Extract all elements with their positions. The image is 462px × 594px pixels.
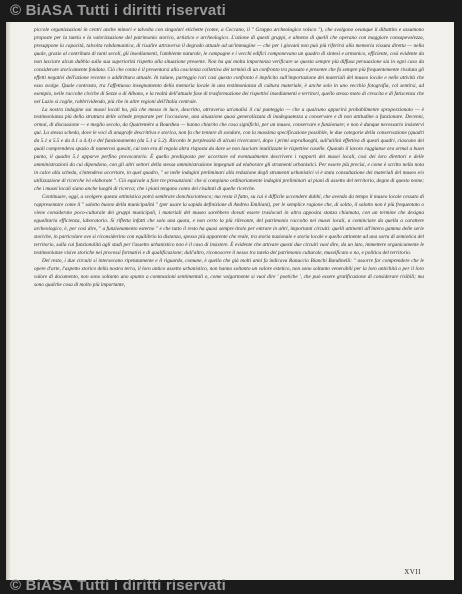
copyright-watermark-top: © BiASA Tutti i diritti riservati [10,2,227,19]
scanner-frame-left [0,0,6,594]
scanner-frame-right [454,0,462,594]
page-number: XVII [404,568,421,576]
binding-shadow [6,22,11,580]
body-text [34,27,424,289]
paragraph-3: Continuare, oggi, a svolgere questa ottimistica potrà sembrare donchisciottesco; ma resta il fatto, su cui è difficile accendere dubbi, che avendo da tempo il museo locale cessato di rappresentare come il " salotto buono della municipalità " (per usare la sapida definizione di Andrea Emiliani), per le semplice ragione che, di solito, il salotto non è più frequentato o viene considerato poco-culturale dei gruppi municipali, i materiali del museo sarebbero dovuti essere traslocati in altra apposita stanza chiamata, con un termine che designa egualitaria efficienza, laboratorio. Si rifletta infatti che solo una quota, e non certo la più rilevante, del patrimonio raccolto nei musei locali, a cominciare da quella a carattere archeologico, è, per così dire, " a funzionamento esterno " e che tutto il resto ha quasi sempre titolo per entrare in altri, importanti circuiti: quelli attinenti all'intera gamma delle serie storiche, in particolare ove si riconsiderino con equilibrio la distanza, spesso più apparente che reale, tra storia nazionale e storia locale e quello attinente ad una sorta di semiotica del territorio, sulla cui funzionalità agli studi per l'assetto urbanistico non è il caso di insistere. È evidente che attivare questi due circuiti vuol dire, da un lato, immettere organicamente le testimonianze visive storiche nei processi formativi e di qualificazione; dall'altro, riconoscere il nesso tra tutela del patrimonio culturale, museificato o no, e politica del territorio. [34,194,424,256]
paragraph-1: piccole organizzazioni in centri anche minori e talvolta con singolari etichette (come, a Ceccano, il " Gruppo archeologico volsco "), che svolgono ovunque il dibattito e assumono proposte per la tutela e la valorizzazione del patrimonio storico, artistico e archeologico. L'azione di questi gruppi, e almeno di quelli che operano con maggiore consapevolezza, presuppone la capacità, talvolta rabdomantica, di risalire attraverso il degrado attuale ad un'immagine — che per i giovani non può più riferirsi alla memoria vissuta diretta — nella quale, grazie al contributo di tanti secoli, gli insediamenti, l'ambiente naturale, le campagne e i vecchi edifici componevano un quadro di sintesi e armonico, efficiente, così evidente da non lasciare alcun dubbio sulla sua superiorità rispetto alla situazione presente. Non ha qui molta importanza verificare se questa sempre più diffusa persuasione sia in ogni caso da considerare storicamente fondata. Ciò che conta è il presentarsi alla coscienza collettiva dei termini di un confronto tra passato e presente che fa sempre più frequentemente rivaluta gli effetti negativi dell'azione recente o addirittura attuale. In talune, parteggio rari casi questo confronto è implicito sull'importazione dei materiali del museo locale e nelle attività che esso svolge. Quale contrasto, tra l'affettuoso insegnamento della memoria locale in una testimonianza di cultura materiale, è anche solo in uno vecchio fotografia, col sentirsi, ad esempio, nelle raccolte civiche di Sezze o di Albano, e la realtà dell'attuale fase di trasformazione dei rispettivi insediamenti e territori, quello stesso moto di crescita e di fatiscenza che nel Lazio si coglie, rabbrividendo, più che in altre regioni dell'Italia centrale. [34,27,424,105]
paragraph-2: La nostra indagine sui musei locali ha, più che messo in luce, descritto, attraverso un'analisi il cui punteggio — che a qualcuno apparirà probabilmente sproporzionato — è testimonianza più della struttura delle schede preparate per l'occasione, una situazione quasi generalizzata di inadeguatezza a conservare e di non attitudine a funzionare. Decenni, ormai, di discussione — e meglio secolo, da Quatremère a Bourdieu — hanno chiarito che cosa significhi, per un museo, conservare e funzionare; e non è dunque necessario insistervi qui. La stessa scheda, dove le voci di anagrafe descrittiva e storica, non fa che tentare di sondare, con la massima specificazione possibile, le due categorie della conservazione (quadri da 5.1 a 5.5 e da 4.1 a 4.4) e del funzionamento (da 5.1 a 5.2). Ricordo le perplessità di alcuni ricercatori, dopo i primi sopralluoghi, sull'utilità effettiva di questi quadri, ciascuno dei quali comprendeva spazio di numerosi quesiti, cui non era di regola altra risposta da dare se non lasciare inutilizzate le rispettive caselle. Quando il lavoro raggiunse ora ormai a buon punto, il quadro 5.1 apparve perfino provocatorio. È quello predisposto per accertare ed eventualmente descrivere i rapporti dei musei locali, così dei loro direttori e delle amministrazioni da cui dipendono, con gli altri settori della stessa amministrazione impegnati ad elaborare gli strumenti urbanistici. Per essere più precisi, e come è scritto nella nota in calce alla scheda, s'intendeva accertare, in quel quadro, " se nelle indagini preliminari alla redazione degli strumenti urbanistici vi è stata consultazione dei materiali del museo e/o utilizzazione di ricerche ivi elaborate ". Ciò equivale a fare tre presunzioni: che si compiano ordinariamente indagini preliminari ai piani di assetto del territorio, degne di questo nome; che i musei locali siano anche luoghi di ricerca; che i piani tengano conto dei risultati di quelle ricerche. [34,106,424,193]
paragraph-4: Del resto, i due circuiti si intersecano ripetutamente e il riguardo, comune, è quello che già molti anni fa indicava Ranuccio Bianchi Bandinelli: " assorre far comprendere che le opere d'arte, l'aspetto storico della nostra terra, il loro antico assetto urbanistico, non hanno soltanto un valore estetico, non sono soltanto venerabili per la loro antichità o per il loro valore di documento, non sono soltanto uno spunto a commozioni sentimentali o, come volgarmente si vuol dire ' poetiche ', che può essere gratificazione di considerare risibili; ma sono qualche cosa di molto più importante, [34,257,424,288]
copyright-watermark-bottom: © BiASA Tutti i diritti riservati [10,577,227,594]
